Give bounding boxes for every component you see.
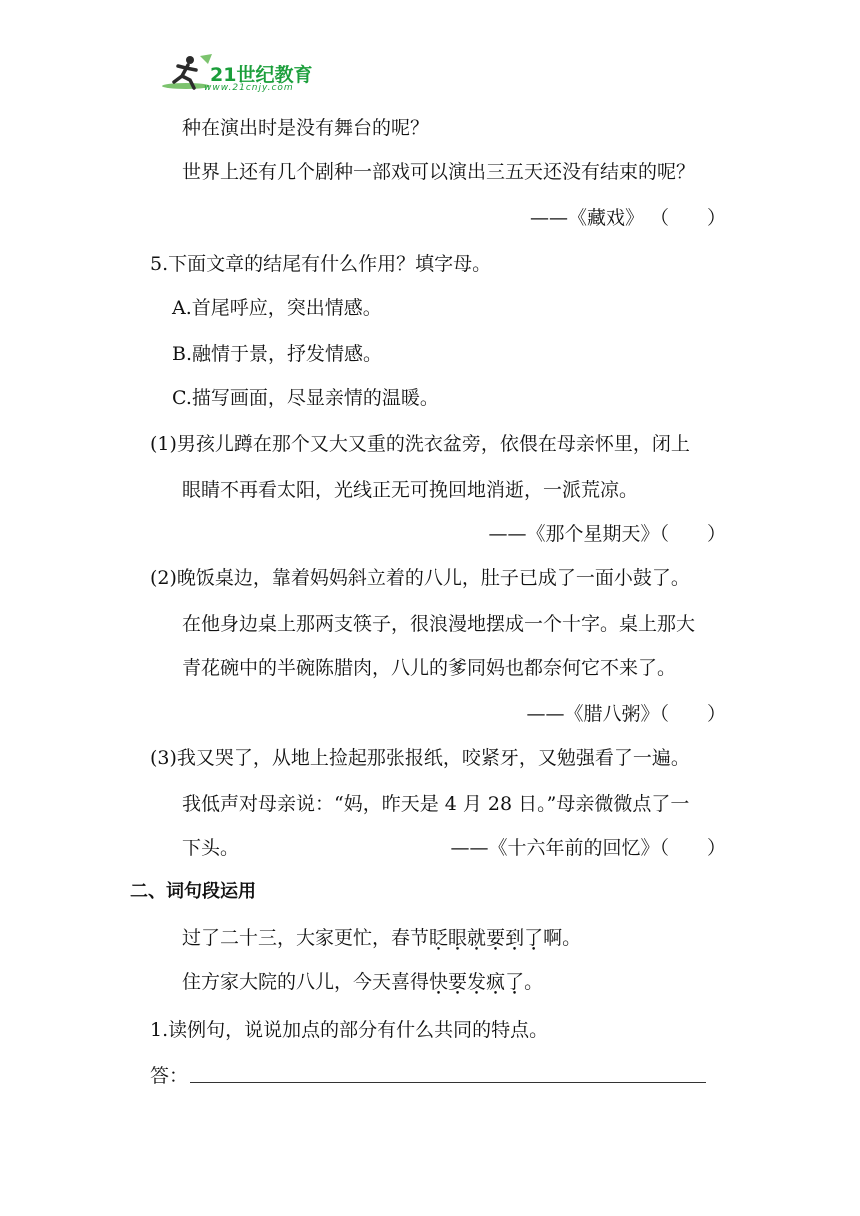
answer-label: 答： <box>150 1065 189 1087</box>
option-a: A.首尾呼应，突出情感。 <box>172 297 382 319</box>
example-text: 过了二十三，大家更忙，春节 <box>182 927 430 949</box>
question-5: 5.下面文章的结尾有什么作用？填字母。 <box>150 253 492 275</box>
example-text: 住方家大院的八儿，今天喜得 <box>182 971 430 993</box>
dotted-char: 眼 <box>448 927 468 949</box>
text-line: 世界上还有几个剧种一部戏可以演出三五天还没有结束的呢？ <box>182 161 696 183</box>
passage-2: 在他身边桌上那两支筷子，很浪漫地摆成一个十字。桌上那大 <box>182 613 696 635</box>
example-sentence-2 <box>182 970 543 994</box>
example-text: 啊。 <box>543 927 582 949</box>
passage-1: (1)男孩儿蹲在那个又大又重的洗衣盆旁，依偎在母亲怀里，闭上 <box>150 433 690 455</box>
source-citation: ——《腊八粥》（ ） <box>526 703 726 725</box>
dotted-char: 就 <box>467 927 487 949</box>
answer-line[interactable] <box>190 1081 706 1083</box>
passage-1: 眼睛不再看太阳，光线正无可挽回地消逝，一派荒凉。 <box>182 479 639 501</box>
dotted-char: 疯 <box>486 971 506 993</box>
source-citation: ——《那个星期天》（ ） <box>488 523 726 545</box>
logo-text: 21世纪教育 <box>210 64 313 86</box>
dotted-char: 快 <box>429 971 449 993</box>
passage-3: 我低声对母亲说：“妈，昨天是 4 月 28 日。”母亲微微点了一 <box>182 793 690 815</box>
source-citation: ——《藏戏》 （ ） <box>529 207 726 229</box>
dotted-char: 眨 <box>429 927 449 949</box>
option-b: B.融情于景，抒发情感。 <box>172 343 383 365</box>
logo <box>160 50 340 100</box>
source-citation: ——《十六年前的回忆》（ ） <box>450 837 726 859</box>
text-line: 种在演出时是没有舞台的呢？ <box>182 117 430 139</box>
example-text: 。 <box>524 971 544 993</box>
logo-url: www.21cnjy.com <box>204 83 294 93</box>
dotted-char: 了 <box>524 927 544 949</box>
dotted-char: 发 <box>467 971 487 993</box>
dotted-char: 要 <box>486 927 506 949</box>
dotted-char: 要 <box>448 971 468 993</box>
dotted-char: 了 <box>505 971 525 993</box>
example-sentence-1 <box>182 926 581 950</box>
dotted-char: 到 <box>505 927 525 949</box>
passage-2: 青花碗中的半碗陈腊肉，八儿的爹同妈也都奈何它不来了。 <box>182 657 677 679</box>
section-title: 二、词句段运用 <box>130 881 256 902</box>
question-1: 1.读例句，说说加点的部分有什么共同的特点。 <box>150 1019 549 1041</box>
option-c: C.描写画面，尽显亲情的温暖。 <box>172 387 439 409</box>
passage-3: (3)我又哭了，从地上捡起那张报纸，咬紧牙，又勉强看了一遍。 <box>150 747 690 769</box>
passage-2: (2)晚饭桌边，靠着妈妈斜立着的八儿，肚子已成了一面小鼓了。 <box>150 567 690 589</box>
passage-3: 下头。 <box>182 837 240 859</box>
